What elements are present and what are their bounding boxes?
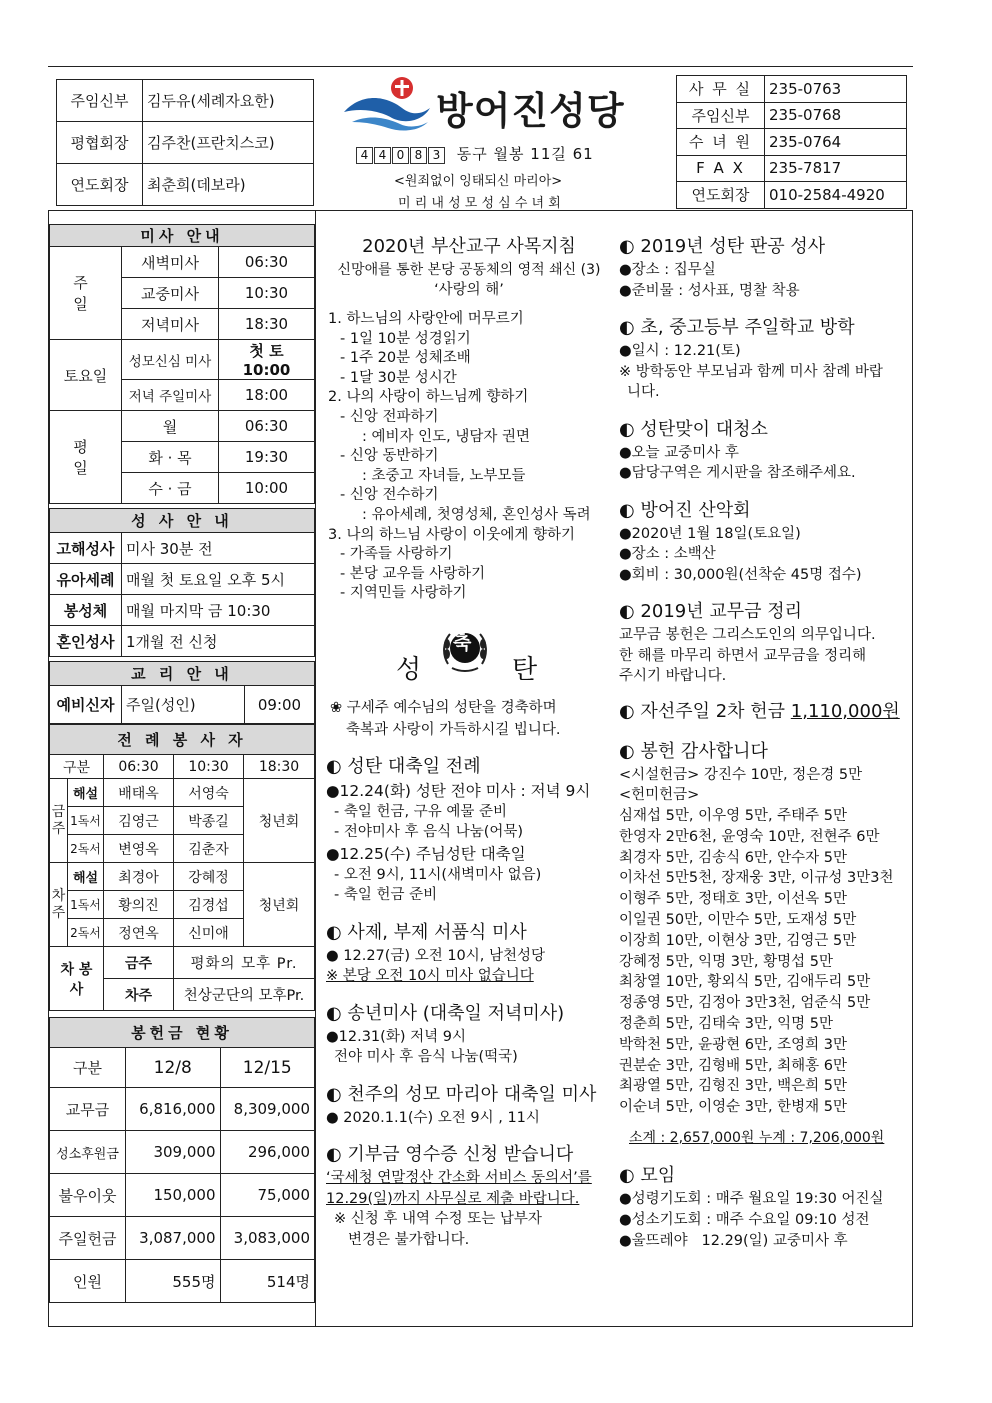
offering-amount: 555명 [126,1260,221,1303]
mass-name: 성모신심 미사 [122,340,219,380]
meeting-line: ●울뜨레야 12.29(일) 교중미사 후 [619,1232,848,1249]
donor-line: 최경자 5만, 김송식 6만, 안수자 5만 [619,849,848,866]
postal-digit: 0 [392,147,409,164]
notice-title: ◐ 송년미사 (대축일 저녁미사) [326,1002,565,1024]
sacrament-label: 유아세례 [50,564,122,595]
thanks-title: ◐ 봉헌 감사합니다 [619,740,768,762]
offering-amount: 8,309,000 [220,1088,315,1131]
notice-line: ‘국세청 연말정산 간소화 서비스 동의서’를 [326,1170,592,1187]
notice-line: ●장소 : 집무실 [619,262,716,278]
contact-number: 235-7817 [765,155,907,182]
sacrament-value: 1개월 전 신청 [122,626,315,657]
meeting-title: ◐ 모임 [619,1164,676,1186]
pastoral-line: - 1달 30분 성시간 [340,369,457,386]
notice-line: 주시기 바랍니다. [619,668,727,684]
notice-line: - 전야미사 후 음식 나눔(어묵) [334,824,524,841]
contact-label: 주임신부 [677,102,765,129]
donor-line: 정춘희 5만, 김태숙 3만, 익명 5만 [619,1016,834,1033]
pastoral-subtitle: 신망애를 통한 본당 공동체의 영적 쇄신 (3) [337,262,601,278]
server-name: 김경섭 [174,891,244,919]
evening-server: 청년회 [244,779,315,863]
mass-section-title: 미사 안내 [50,225,315,247]
notice-title: ◐ 2019년 교무금 정리 [619,601,803,622]
header-rule [48,66,913,67]
sacrament-label: 혼인성사 [50,626,122,657]
sacrament-value: 매월 첫 토요일 오후 5시 [122,564,315,595]
notice-line: ● 12.27(금) 오전 10시, 남천성당 [326,947,546,964]
server-name: 강혜정 [174,863,244,891]
church-name: 방어진성당 [436,89,625,133]
notice-line: ●2020년 1월 18일(토요일) [619,525,801,542]
weekday-label: 평 일 [50,411,122,504]
notice-title: ◐ 초, 중고등부 주일학교 방학 [619,317,855,338]
notice-line: 니다. [627,384,660,400]
server-name: 신미애 [174,919,244,947]
notice-section [619,498,909,586]
notice-line: ●12.25(수) 주님성탄 대축일 [326,844,526,863]
meeting-line: ●성소기도회 : 매주 수요일 09:10 성전 [619,1211,870,1228]
mass-time: 18:00 [219,380,315,411]
officer-name: 최춘희(데보라) [143,164,314,206]
contact-label: 수 녀 원 [677,129,765,156]
server-name: 정연옥 [104,919,174,947]
server-name: 변영옥 [104,835,174,863]
server-name: 배태옥 [104,779,174,807]
notice-line: 변경은 불가합니다. [348,1231,470,1248]
offering-label: 주일헌금 [50,1217,126,1260]
notice-line: ※ 신청 후 내역 수정 또는 납부자 [334,1211,542,1228]
notice-line: - 축일 헌금, 구유 예물 준비 [334,803,507,820]
donor-line: 정종영 5만, 김정아 3만3천, 엄준식 5만 [619,995,871,1012]
offering-label: 불우이웃 [50,1174,126,1217]
offering-table [49,1017,315,1303]
donor-line: 이일권 50만, 이만수 5만, 도재성 5만 [619,912,857,929]
notice-section [326,1142,612,1250]
pastoral-list [326,310,612,604]
middle-notices [326,754,612,1251]
server-name: 서영숙 [174,779,244,807]
donor-line: 강혜정 5만, 익명 3만, 황명섭 5만 [619,953,834,970]
church-address [356,143,594,164]
pastoral-line: - 신앙 전수하기 [340,487,439,504]
pastoral-line: : 유아세례, 첫영성체, 혼인성사 독려 [362,506,591,523]
emblem-text: 축 [453,631,472,654]
pastoral-line: - 1일 10분 성경읽기 [340,330,471,347]
offering-head: 구분 [50,1048,126,1088]
mass-time: 10:30 [219,278,315,309]
meeting-line: ●성령기도회 : 매주 월요일 19:30 어진실 [619,1190,884,1207]
offering-label: 교무금 [50,1088,126,1131]
notice-line: ●회비 : 30,000원(선착순 45명 접수) [619,566,862,583]
liturgy-role: 2독서 [68,919,104,947]
liturgy-role: 해설 [68,863,104,891]
doctrine-section-title: 교 리 안 내 [50,662,315,686]
sacrament-value: 매월 마지막 금 10:30 [122,595,315,626]
pastoral-line: - 가족들 사랑하기 [340,546,453,563]
notice-section [326,920,612,987]
notice-title: ◐ 천주의 성모 마리아 대축일 미사 [326,1083,597,1105]
mass-time: 첫 토 10:00 [219,340,315,380]
thanks-total: 소계 : 2,657,000원 누계 : 7,206,000원 [629,1130,885,1147]
contact-number: 235-0764 [765,129,907,156]
special-collection-amount: 1,110,000원 [790,700,900,722]
donor-line: 이차선 5만5천, 장재웅 3만, 이규성 3만3천 [619,870,894,887]
notice-line: 교무금 봉헌은 그리스도인의 의무입니다. [619,627,876,643]
offering-amount: 3,087,000 [126,1217,221,1260]
mass-time: 06:30 [219,411,315,442]
notice-title: ◐ 성탄맞이 대청소 [619,418,768,440]
pastoral-title: 2020년 부산교구 사목지침 [362,236,576,257]
doctrine-table [49,661,315,724]
notice-title: ◐ 사제, 부제 서품식 미사 [326,921,527,943]
sacrament-label: 고해성사 [50,533,122,564]
christmas-word-right: 탄 [512,654,538,685]
notice-line: ●장소 : 소백산 [619,546,716,562]
pastoral-line: - 신앙 동반하기 [340,448,439,465]
donor-line: 최광열 5만, 김형진 3만, 백은희 5만 [619,1078,848,1095]
notice-line: ●12.31(화) 저녁 9시 [326,1028,466,1045]
convent-name: 미 리 내 성 모 성 심 수 녀 회 [398,196,561,211]
donor-line: 이형주 5만, 정태호 3만, 이선옥 5만 [619,891,848,908]
notice-line: - 축일 헌금 준비 [334,887,438,904]
vehicle-group: 평화의 모후 Pr. [174,947,315,979]
liturgy-role: 2독서 [68,835,104,863]
pastoral-line: - 신앙 전파하기 [340,408,439,425]
sacrament-table [49,508,315,657]
pastoral-line: 1. 하느님의 사랑안에 머무르기 [328,311,524,327]
doctrine-label: 예비신자 [50,686,122,724]
notice-line: 한 해를 마무리 하면서 교무금을 정리해 [619,647,867,664]
parish-motto: <원죄없이 잉태되신 마리아> [394,174,563,189]
mass-name: 화 · 목 [122,442,219,473]
sacrament-section-title: 성 사 안 내 [50,509,315,533]
postal-digit: 8 [410,147,427,164]
pastoral-line: : 초중고 자녀들, 노부모들 [362,467,526,484]
mass-time: 10:00 [219,473,315,504]
special-collection-label: ◐ 자선주일 2차 헌금 [619,700,786,722]
liturgy-head-cell: 구분 [50,755,104,779]
offering-amount: 75,000 [220,1174,315,1217]
contact-number: 235-0768 [765,102,907,129]
notice-line: - 오전 9시, 11시(새벽미사 없음) [334,866,542,883]
pastoral-theme: ‘사랑의 해’ [434,282,504,298]
street-address: 동구 월봉 11길 61 [456,145,594,163]
evening-server: 청년회 [244,863,315,947]
special-collection [619,699,909,725]
christmas-banner [326,620,612,738]
mass-time: 06:30 [219,247,315,278]
pastoral-line: - 지역민들 사랑하기 [340,585,467,602]
pastoral-line: : 예비자 인도, 냉담자 권면 [362,428,531,445]
notice-line: ●일시 : 12.21(토) [619,343,741,359]
donor-line: 이순녀 5만, 이영순 3만, 한병재 5만 [619,1099,848,1116]
church-logo-icon [342,74,432,134]
notice-line: ※ 방학동안 부모님과 함께 미사 참례 바랍 [619,363,883,380]
liturgy-role: 1독서 [68,807,104,835]
offering-amount: 309,000 [126,1131,221,1174]
notice-line: ● 2020.1.1(수) 오전 9시 , 11시 [326,1109,540,1126]
this-week-label: 금 주 [50,779,68,863]
notice-section [619,315,909,403]
offering-head: 12/8 [126,1048,221,1088]
contact-label: 사 무 실 [677,76,765,103]
liturgy-servers-table [49,724,315,1011]
offering-amount: 3,083,000 [220,1217,315,1260]
liturgy-section-title: 전 례 봉 사 자 [50,725,315,755]
next-week-label: 차 주 [50,863,68,947]
server-name: 최경아 [104,863,174,891]
middle-column [326,234,612,1250]
vehicle-when: 차주 [104,979,174,1011]
offering-label: 인원 [50,1260,126,1303]
notice-title: ◐ 기부금 영수증 신청 받습니다 [326,1144,574,1166]
notice-title: ◐ 성탄 대축일 전례 [326,755,481,777]
offering-amount: 6,816,000 [126,1088,221,1131]
notice-line: ※ 본당 오전 10시 미사 없습니다 [326,968,534,985]
officer-name: 김두유(세례자요한) [143,80,314,122]
mass-name: 수 · 금 [122,473,219,504]
liturgy-head-cell: 18:30 [244,755,315,779]
contacts-table [676,75,907,209]
pastoral-line: - 1주 20분 성체조배 [340,350,471,367]
liturgy-head-cell: 10:30 [174,755,244,779]
donor-line: 심재섭 5만, 이우영 5만, 주태주 5만 [619,808,848,825]
liturgy-role: 1독서 [68,891,104,919]
right-column [619,234,909,1252]
offering-label: 성소후원금 [50,1131,126,1174]
server-name: 김영근 [104,807,174,835]
mass-time: 18:30 [219,309,315,340]
mass-name: 교중미사 [122,278,219,309]
vehicle-when: 금주 [104,947,174,979]
notice-line: ●오늘 교중미사 후 [619,444,739,461]
vehicle-label: 차 봉사 [50,947,104,1011]
thanks-list [619,765,909,1119]
notice-section [326,754,612,906]
mass-schedule-table [49,224,315,504]
officer-label: 연도회장 [57,164,143,206]
notice-line: ●준비물 : 성사표, 명찰 착용 [619,282,800,299]
mass-name: 저녁미사 [122,309,219,340]
officer-label: 주임신부 [57,80,143,122]
vehicle-group: 천상군단의 모후Pr. [174,979,315,1011]
sacrament-value: 미사 30분 전 [122,533,315,564]
header-officers-table [56,79,314,206]
contact-number: 010-2584-4920 [765,182,907,209]
liturgy-role: 해설 [68,779,104,807]
donor-line: 이장희 10만, 이현상 3만, 김영근 5만 [619,932,857,949]
notice-section [619,599,909,687]
server-name: 박종길 [174,807,244,835]
notice-line: 12.29(일)까지 사무실로 제출 바랍니다. [326,1190,580,1207]
contact-label: 연도회장 [677,182,765,209]
saturday-label: 토요일 [50,340,122,411]
christmas-greeting: ❀ 구세주 예수님의 성탄을 경축하며 [330,699,557,716]
mass-name: 저녁 주일미사 [122,380,219,411]
offering-amount: 150,000 [126,1174,221,1217]
notice-section [326,1001,612,1068]
donor-line: 한영자 2만6천, 윤영숙 10만, 전현주 6만 [619,828,880,845]
mass-time: 19:30 [219,442,315,473]
donor-line: 최창열 10만, 황외식 5만, 김애두리 5만 [619,974,871,991]
donor-line: <시설헌금> 강진수 10만, 정은경 5만 [619,766,863,783]
notice-title: ◐ 방어진 산악회 [619,499,751,521]
donor-line: <헌미헌금> [619,787,700,804]
offering-section-title: 봉헌금 현황 [50,1018,315,1048]
mass-name: 월 [122,411,219,442]
donor-line: 권분순 3만, 김형배 5만, 최해홍 6만 [619,1057,848,1074]
liturgy-head-cell: 06:30 [104,755,174,779]
notice-section [619,234,909,301]
postal-digit: 4 [356,147,373,164]
meeting-list [619,1189,909,1252]
server-name: 황의진 [104,891,174,919]
officer-label: 평협회장 [57,122,143,164]
sunday-label: 주 일 [50,247,122,340]
officer-name: 김주찬(프란치스코) [143,122,314,164]
contact-label: F A X [677,155,765,182]
right-notices [619,234,909,687]
offering-head: 12/15 [220,1048,315,1088]
column-divider [315,210,316,1327]
left-panel [49,224,315,1303]
notice-title: ◐ 2019년 성탄 판공 성사 [619,236,826,257]
sacrament-label: 봉성체 [50,595,122,626]
server-name: 김춘자 [174,835,244,863]
donor-line: 박학천 5만, 윤광현 6만, 조영희 3만 [619,1036,848,1053]
christmas-greeting: 축복과 사랑이 가득하시길 빕니다. [346,721,561,738]
pastoral-line: 2. 나의 사랑이 하느님께 향하기 [328,389,529,406]
offering-amount: 514명 [220,1260,315,1303]
offering-amount: 296,000 [220,1131,315,1174]
notice-line: ●담당구역은 게시판을 참조해주세요. [619,465,856,481]
postal-digit: 3 [428,147,445,164]
contact-number: 235-0763 [765,76,907,103]
notice-line: 전야 미사 후 음식 나눔(떡국) [334,1049,518,1066]
notice-line: ●12.24(화) 성탄 전야 미사 : 저녁 9시 [326,781,591,800]
doctrine-when: 주일(성인) [122,686,245,724]
christmas-word-left: 성 [396,654,422,685]
pastoral-line: - 본당 교우들 사랑하기 [340,565,486,582]
mass-name: 새벽미사 [122,247,219,278]
notice-section [619,417,909,484]
laurel-emblem-icon [440,624,490,674]
postal-digit: 4 [374,147,391,164]
doctrine-time: 09:00 [245,686,315,724]
notice-section [326,1082,612,1129]
pastoral-line: 3. 나의 하느님 사랑이 이웃에게 향하기 [328,526,575,543]
